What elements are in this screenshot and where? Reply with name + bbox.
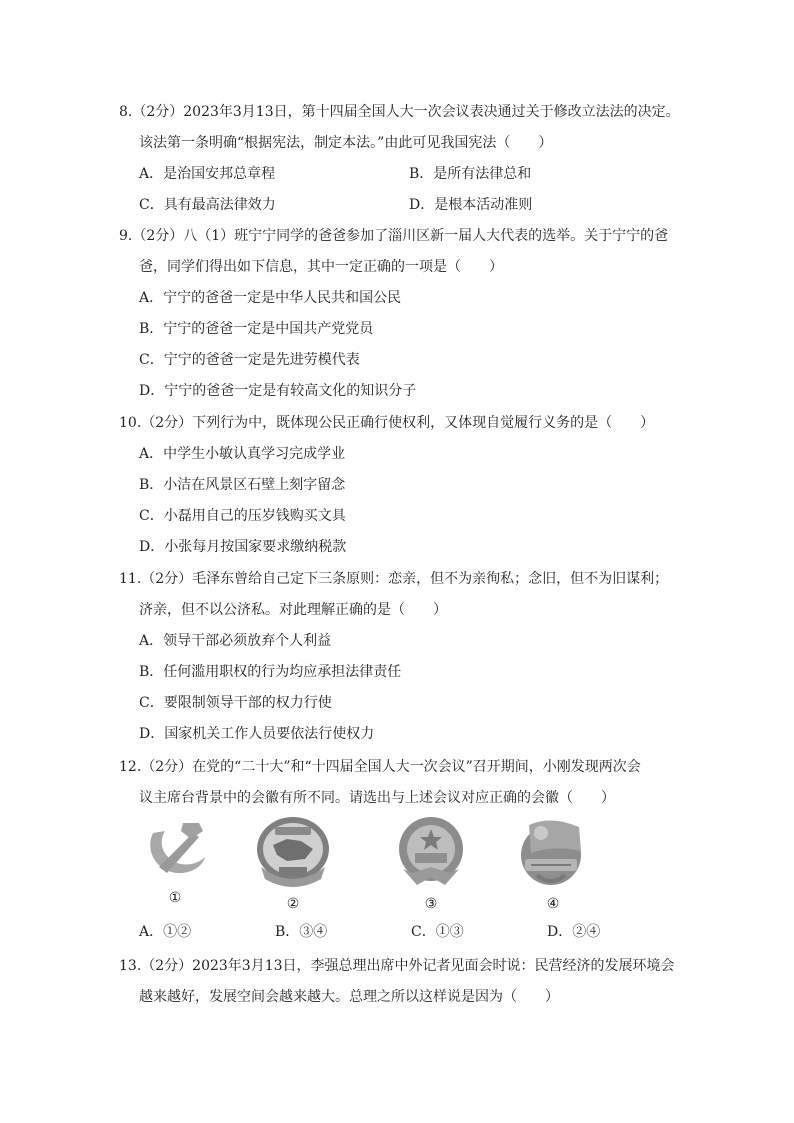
emblem-2 xyxy=(248,815,338,915)
question-13 xyxy=(119,951,699,1013)
options-row xyxy=(119,917,699,948)
party-emblem-icon xyxy=(137,815,213,885)
option-c[interactable]: C．具有最高法律效力 xyxy=(139,197,276,213)
option-c[interactable]: C．要限制领导干部的权力行使 xyxy=(139,695,332,711)
youth-league-emblem-icon xyxy=(511,815,595,891)
emblem-4 xyxy=(508,815,598,915)
emblem-1 xyxy=(130,815,220,915)
option-c[interactable]: C．①③ xyxy=(411,924,464,940)
emblem-label: ③ xyxy=(424,896,438,912)
option-d[interactable]: D．国家机关工作人员要依法行使权力 xyxy=(139,726,375,742)
option-a[interactable]: A．领导干部必须放弃个人利益 xyxy=(139,633,332,649)
question-12-options xyxy=(119,917,699,948)
question-stem-line: 9.（2分）八（1）班宁宁同学的爸爸参加了淄川区新一届人大代表的选举。关于宁宁的爸 xyxy=(119,228,669,244)
question-stem-line: 11.（2分）毛泽东曾给自己定下三条原则：恋亲，但不为亲徇私；念旧，但不为旧谋利； xyxy=(119,571,669,587)
option-c[interactable]: C．宁宁的爸爸一定是先进劳模代表 xyxy=(139,352,360,368)
option-a[interactable]: A．宁宁的爸爸一定是中华人民共和国公民 xyxy=(139,290,402,306)
option-b[interactable]: B．③④ xyxy=(275,924,328,940)
option-b[interactable]: B．任何滥用职权的行为均应承担法律责任 xyxy=(139,664,402,680)
question-9 xyxy=(119,221,699,407)
option-a[interactable]: A．是治国安邦总章程 xyxy=(139,166,276,182)
option-c[interactable]: C．小磊用自己的压岁钱购买文具 xyxy=(139,508,346,524)
emblem-label: ② xyxy=(286,896,300,912)
option-a[interactable]: A．①② xyxy=(139,924,192,940)
options-row xyxy=(119,159,699,190)
emblem-label: ④ xyxy=(546,896,560,912)
npc-emblem-icon xyxy=(251,815,335,891)
question-stem-line: 该法第一条明确“根据宪法，制定本法。”由此可见我国宪法（ ） xyxy=(139,135,553,151)
question-stem-line: 10.（2分）下列行为中，既体现公民正确行使权利，又体现自觉履行义务的是（ ） xyxy=(119,415,655,431)
option-d[interactable]: D．是根本活动准则 xyxy=(409,197,533,213)
emblem-label: ① xyxy=(168,890,182,906)
question-stem-line: 议主席台背景中的会徽有所不同。请选出与上述会议对应正确的会徽（ ） xyxy=(139,790,615,806)
question-stem-line: 13.（2分）2023年3月13日，李强总理出席中外记者见面会时说：民营经济的发展环境会 xyxy=(119,958,675,974)
option-d[interactable]: D．小张每月按国家要求缴纳税款 xyxy=(139,539,347,555)
option-b[interactable]: B．是所有法律总和 xyxy=(409,166,532,182)
question-stem-line: 济亲，但不以公济私。对此理解正确的是（ ） xyxy=(139,602,447,618)
question-8 xyxy=(119,97,699,221)
question-stem-line: 爸，同学们得出如下信息，其中一定正确的一项是（ ） xyxy=(139,259,503,275)
option-b[interactable]: B．小洁在风景区石壁上刻字留念 xyxy=(139,477,346,493)
option-a[interactable]: A．中学生小敏认真学习完成学业 xyxy=(139,446,346,462)
question-stem-line: 8.（2分）2023年3月13日，第十四届全国人大一次会议表决通过关于修改立法法的决定。 xyxy=(119,104,680,120)
question-11 xyxy=(119,564,699,750)
question-10 xyxy=(119,408,699,563)
emblem-images xyxy=(130,815,610,915)
question-12 xyxy=(119,752,699,814)
question-stem-line: 12.（2分）在党的“二十大”和“十四届全国人大一次会议”召开期间，小刚发现两次会 xyxy=(119,759,641,775)
option-d[interactable]: D．宁宁的爸爸一定是有较高文化的知识分子 xyxy=(139,383,417,399)
emblem-3 xyxy=(386,815,476,915)
question-stem-line: 越来越好，发展空间会越来越大。总理之所以这样说是因为（ ） xyxy=(139,989,559,1005)
option-d[interactable]: D．②④ xyxy=(547,924,601,940)
option-b[interactable]: B．宁宁的爸爸一定是中国共产党党员 xyxy=(139,321,374,337)
national-emblem-icon xyxy=(389,815,473,891)
options-row xyxy=(119,190,699,221)
